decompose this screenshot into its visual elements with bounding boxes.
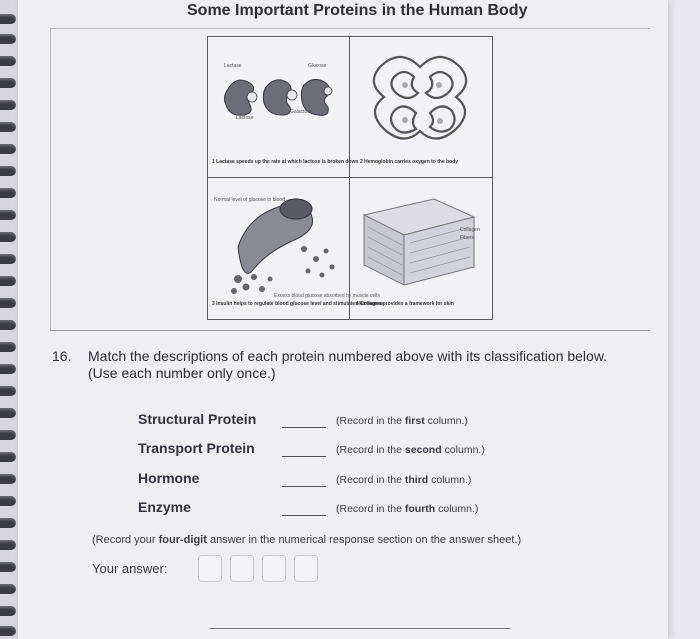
section-divider	[50, 330, 650, 331]
binder-ring	[0, 34, 16, 44]
binder-ring	[0, 474, 16, 484]
binder-ring	[0, 254, 16, 264]
row-note-text: (Record in the	[336, 503, 405, 515]
hemoglobin-illustration	[350, 37, 490, 177]
blank-hormone[interactable]	[282, 486, 326, 487]
binder-ring	[0, 298, 16, 308]
galactose-label: Galactose	[290, 109, 313, 115]
fibers-label: Fibers	[460, 235, 474, 241]
row-note-transport	[336, 444, 485, 456]
header-rule	[50, 28, 650, 29]
record-text: (Record your	[92, 534, 159, 546]
binder-ring	[0, 364, 16, 374]
footer-rule	[210, 628, 510, 629]
binder-ring	[0, 188, 16, 198]
answer-digit-box[interactable]	[230, 555, 254, 582]
row-note-text: (Record in the	[336, 415, 405, 427]
glucose-label: Glucose	[308, 63, 327, 69]
collagen-illustration	[350, 179, 490, 319]
question-number: 16.	[52, 348, 72, 364]
row-label-hormone: Hormone	[138, 470, 200, 486]
answer-digit-box[interactable]	[198, 555, 222, 582]
binder-ring	[0, 14, 16, 24]
binder-ring	[0, 386, 16, 396]
binder-ring	[0, 232, 16, 242]
row-note-column: first	[404, 415, 425, 427]
record-text: answer in the numerical response section on the answer sheet.)	[206, 534, 522, 546]
caption-lactase: 1 Lactase speeds up the rate at which lactose is broken down	[212, 159, 359, 165]
binder-ring	[0, 584, 16, 594]
binder-ring	[0, 626, 16, 636]
row-note-text: column.)	[435, 503, 479, 515]
row-note-hormone	[336, 474, 471, 486]
row-note-structural	[336, 415, 468, 427]
blank-transport[interactable]	[282, 456, 326, 457]
record-instruction	[92, 534, 521, 546]
binder-ring	[0, 430, 16, 440]
margin-rule	[50, 28, 51, 330]
figure-cell-hemoglobin	[350, 37, 490, 177]
row-note-enzyme	[336, 503, 478, 515]
row-label-transport: Transport Protein	[138, 440, 255, 456]
binder-ring	[0, 320, 16, 330]
row-note-text: (Record in the	[336, 444, 405, 456]
blank-enzyme[interactable]	[282, 515, 326, 516]
row-note-text: column.)	[428, 474, 472, 486]
row-note-column: fourth	[404, 503, 436, 515]
caption-hemoglobin: 2 Hemoglobin carries oxygen to the body	[360, 159, 459, 165]
answer-label: Your answer:	[92, 561, 168, 576]
binder-ring	[0, 540, 16, 550]
row-note-text: column.)	[441, 444, 485, 456]
row-note-column: third	[404, 474, 429, 486]
figure-cell-collagen	[350, 179, 490, 319]
binder-ring	[0, 496, 16, 506]
binder-ring	[0, 122, 16, 132]
binder-ring	[0, 166, 16, 176]
row-note-text: column.)	[424, 415, 468, 427]
binder-ring	[0, 144, 16, 154]
figure-cell-insulin	[208, 179, 384, 319]
binder-ring	[0, 56, 16, 66]
row-note-column: second	[404, 444, 442, 456]
page-title: Some Important Proteins in the Human Body	[187, 2, 528, 19]
answer-digit-box[interactable]	[294, 555, 318, 582]
answer-digit-box[interactable]	[262, 555, 286, 582]
binder-ring	[0, 100, 16, 110]
caption-insulin: 3 Insulin helps to regulate blood glucose level and stimulates hormones	[212, 301, 384, 307]
insulin-illustration	[208, 179, 380, 319]
binder-ring	[0, 408, 16, 418]
binder-ring	[0, 562, 16, 572]
binder-ring	[0, 342, 16, 352]
caption-collagen: 4 Collagen provides a framework for skin	[356, 301, 454, 307]
figure-divider-horizontal	[208, 177, 492, 178]
collagen-label: Collagen	[460, 227, 480, 233]
question-text: Match the descriptions of each protein numbered above with its classification below. (Use each number only once.)	[88, 348, 608, 381]
excess-glucose-label: Excess blood glucose absorbed by muscle cells	[274, 293, 380, 299]
binder-ring	[0, 452, 16, 462]
blank-structural[interactable]	[282, 427, 326, 428]
protein-figure	[207, 36, 493, 320]
row-note-text: (Record in the	[336, 474, 405, 486]
lactase-label: Lactase	[224, 63, 242, 69]
normal-glucose-label: Normal level of glucose in blood	[214, 197, 285, 203]
record-emphasis: four-digit	[158, 534, 207, 546]
figure-cell-lactase	[208, 37, 359, 177]
binder-ring	[0, 210, 16, 220]
binder-ring	[0, 78, 16, 88]
binder-ring	[0, 606, 16, 616]
binder-ring	[0, 276, 16, 286]
lactose-label: Lactose	[236, 115, 254, 121]
row-label-enzyme: Enzyme	[138, 499, 191, 515]
lactase-illustration	[208, 37, 348, 177]
binder-ring	[0, 518, 16, 528]
row-label-structural: Structural Protein	[138, 411, 257, 427]
